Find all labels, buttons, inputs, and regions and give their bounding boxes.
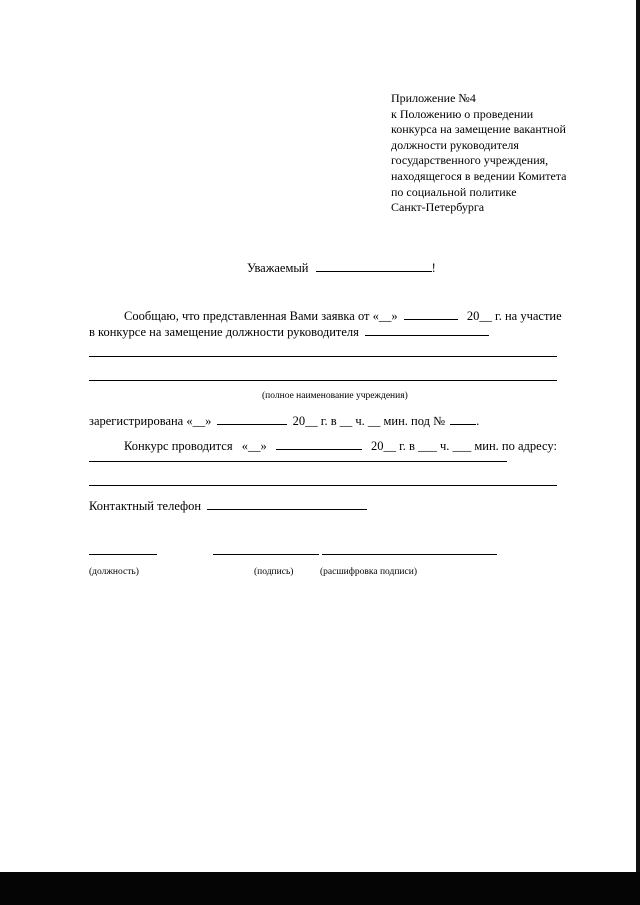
appendix-line: конкурса на замещение вакантной	[391, 122, 566, 137]
appendix-line: должности руководителя	[391, 137, 519, 152]
appendix-line: Санкт-Петербурга	[391, 200, 485, 215]
application-date-field[interactable]	[404, 307, 458, 320]
date-quote: «__»	[372, 309, 398, 323]
registered-line	[89, 412, 479, 429]
contest-line	[124, 437, 557, 454]
scan-bottom-band	[0, 872, 640, 905]
organization-field-line-2[interactable]	[89, 380, 557, 381]
phone-label: Контактный телефон	[89, 499, 202, 513]
registered-end: .	[476, 414, 480, 428]
paragraph-line-2	[89, 323, 489, 340]
appendix-line: по социальной политике	[391, 184, 517, 199]
registration-date-field[interactable]	[217, 412, 287, 425]
registration-year: 20__	[292, 414, 318, 428]
signature-caption: (подпись)	[254, 567, 294, 577]
organization-caption: (полное наименование учреждения)	[262, 391, 408, 401]
year-prefix: 20__	[466, 309, 492, 323]
appendix-line: к Положению о проведении	[391, 106, 534, 121]
decoding-caption: (расшифровка подписи)	[320, 567, 417, 577]
year-suffix: г. на участие	[495, 309, 562, 323]
registration-time: г. в __ ч. __ мин. под №	[320, 414, 446, 428]
contest-intro: Конкурс проводится	[124, 439, 233, 453]
appendix-header	[391, 91, 631, 216]
contest-year: 20__	[370, 439, 396, 453]
organization-field-line-1[interactable]	[89, 356, 557, 357]
position-field[interactable]	[365, 323, 489, 336]
scan-right-edge	[636, 0, 640, 872]
registration-number-field[interactable]	[450, 412, 476, 425]
registered-text: зарегистрирована «__»	[89, 414, 212, 428]
salutation	[247, 259, 436, 276]
phone-field[interactable]	[207, 497, 367, 510]
contest-quote: «__»	[241, 439, 267, 453]
signature-decoding-line[interactable]	[322, 554, 497, 555]
appendix-line: государственного учреждения,	[391, 153, 549, 168]
signature-line[interactable]	[213, 554, 319, 555]
address-field-line-2[interactable]	[89, 485, 557, 486]
paragraph-text: Сообщаю, что представленная Вами заявка от	[124, 309, 370, 323]
addressee-field[interactable]	[316, 259, 432, 272]
salutation-end: !	[431, 261, 436, 275]
address-field-line-1[interactable]	[89, 461, 507, 462]
contest-date-field[interactable]	[276, 437, 362, 450]
paragraph-line-1	[124, 307, 562, 324]
appendix-line: Приложение №4	[391, 91, 476, 105]
salutation-text: Уважаемый	[247, 261, 309, 275]
appendix-line: находящегося в ведении Комитета	[391, 168, 567, 183]
paragraph-text: в конкурсе на замещение должности руководителя	[89, 325, 359, 339]
position-signature-line[interactable]	[89, 554, 157, 555]
contest-time: г. в ___ ч. ___ мин. по адресу:	[399, 439, 557, 453]
position-caption: (должность)	[89, 567, 139, 577]
contact-phone-row	[89, 497, 367, 514]
